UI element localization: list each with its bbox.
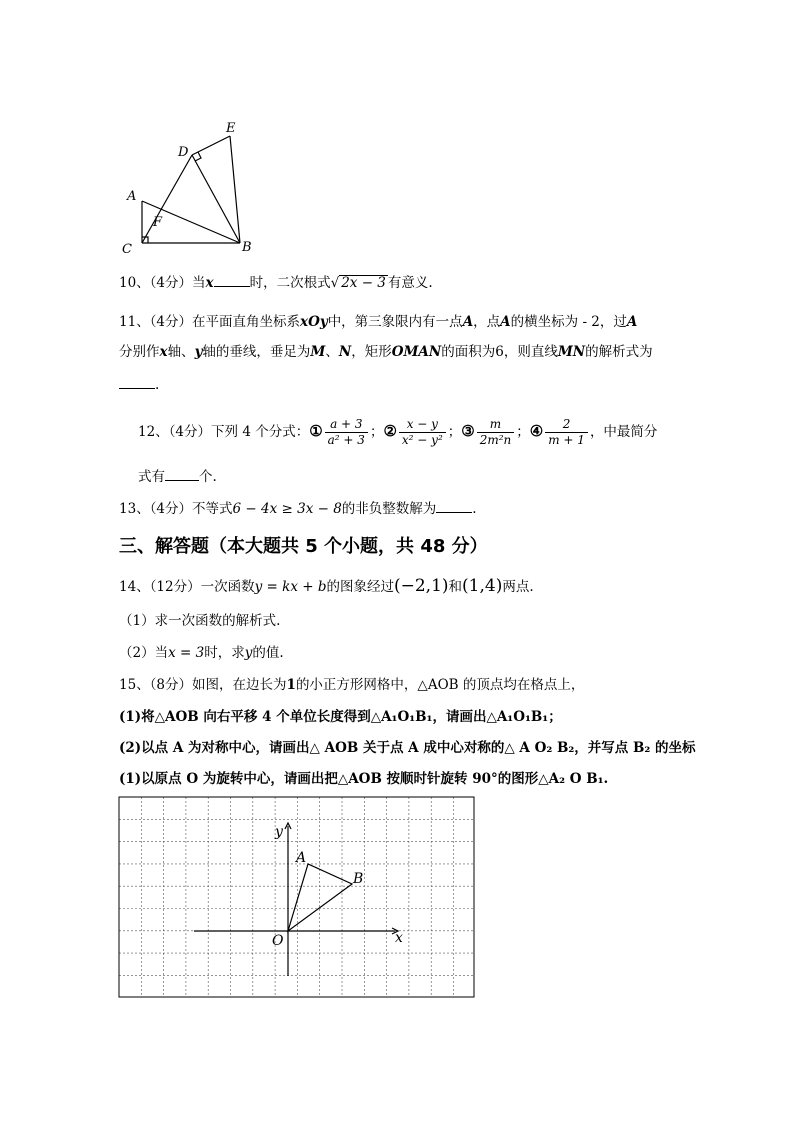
sqrt-expression: √ 2x − 3 xyxy=(330,275,386,291)
label-B: B xyxy=(353,871,364,887)
question-11-line2: 分别作x轴、y轴的垂线，垂足为M、N，矩形OMAN的面积为6，则直线MN的解析式为 xyxy=(119,344,653,360)
label-A: A xyxy=(127,189,137,204)
label-B: B xyxy=(242,240,252,255)
question-14-part2: （2）当x = 3时，求y的值. xyxy=(119,645,284,661)
question-11-line3: . xyxy=(119,374,159,395)
label-F: F xyxy=(153,215,163,230)
answer-blank[interactable] xyxy=(165,466,199,481)
answer-blank[interactable] xyxy=(214,272,250,287)
answer-blank[interactable] xyxy=(436,498,472,513)
label-D: D xyxy=(178,145,189,160)
axis-label-y: y xyxy=(275,824,283,840)
label-A: A xyxy=(296,850,307,866)
question-10: 10、（4分）当x 时，二次根式√ 2x − 3 有意义. xyxy=(119,272,433,293)
label-O: O xyxy=(272,933,284,949)
fraction-2: $\frac{x - y}{\text{x² − y²}}$ xyxy=(399,417,446,448)
figure-grid xyxy=(118,796,478,1000)
fraction-1: $\frac{a + 3}{\text{a² + 3}}$ xyxy=(325,417,368,448)
question-12-line2: 式有 个. xyxy=(138,466,217,487)
label-C: C xyxy=(122,242,132,257)
question-15-part2: (2)以点 A 为对称中心，请画出△ AOB 关于点 A 成中心对称的△ A O₂ B₂，并写点 B₂ 的坐标 xyxy=(119,740,696,756)
question-11: 11、（4分）在平面直角坐标系xOy中，第三象限内有一点A，点A的横坐标为 - 2，过A xyxy=(119,314,638,330)
question-14: 14、（12分）一次函数y = kx + b的图象经过(−2,1)和(1,4)两点. xyxy=(119,576,534,596)
grid-border xyxy=(119,797,474,997)
figure-triangles xyxy=(118,118,258,258)
label-E: E xyxy=(226,121,236,136)
question-14-part1: （1）求一次函数的解析式. xyxy=(119,613,281,629)
fraction-4: $\frac{2}{m + 1}$ xyxy=(545,417,588,448)
question-13: 13、（4分）不等式6 − 4x ≥ 3x − 8的非负整数解为 . xyxy=(119,498,477,519)
question-15-part3: (1)以原点 O 为旋转中心，请画出把△AOB 按顺时针旋转 90°的图形△A₂ O B₁. xyxy=(119,771,609,787)
question-15: 15、（8分）如图，在边长为1的小正方形网格中，△AOB 的顶点均在格点上， xyxy=(119,677,585,693)
section-heading: 三、解答题（本大题共 5 个小题，共 48 分） xyxy=(119,536,488,557)
question-12: 12、（4分）下列 4 个分式：① $\frac{a + 3}{\text{a² + 3}}$ ；② $\frac{x - y}{\text{x² − y²}}$ ；③ $\frac{m}{\text{2m²n}}$ ；④ $\frac{2}{m + 1}$ ，中最简分 xyxy=(138,417,658,447)
grid-lines xyxy=(119,797,474,997)
question-15-part1: (1)将△AOB 向右平移 4 个单位长度得到△A₁O₁B₁，请画出△A₁O₁B₁； xyxy=(119,709,562,725)
answer-blank[interactable] xyxy=(119,374,155,389)
axis-label-x: x xyxy=(395,930,403,946)
fraction-3: $\frac{m}{\text{2m²n}}$ xyxy=(477,417,515,448)
